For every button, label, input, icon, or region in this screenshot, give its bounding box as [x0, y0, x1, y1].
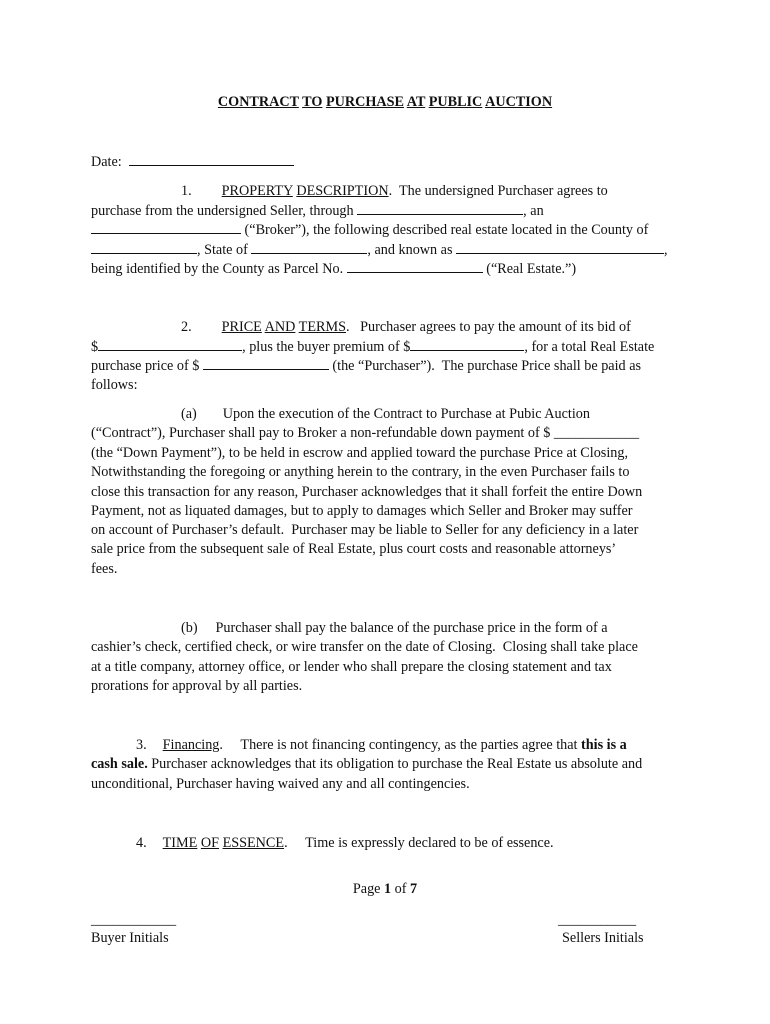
date-blank[interactable]	[129, 152, 294, 166]
parcel-blank[interactable]	[347, 259, 483, 273]
section2-text: purchase price of $	[91, 358, 203, 374]
title-word: AUCTION	[485, 94, 553, 110]
title-word: TO	[302, 94, 323, 110]
section4-heading: OF	[200, 835, 220, 851]
section2a-line: (“Contract”), Purchaser shall pay to Broker a non-refundable down payment of $ ____________	[91, 425, 640, 441]
section1-line2	[91, 201, 544, 221]
bid-amount-blank[interactable]	[98, 337, 242, 351]
premium-blank[interactable]	[410, 337, 524, 351]
section1-line3	[91, 220, 648, 240]
section4-heading: TIME	[162, 835, 198, 851]
current-page: 1	[384, 881, 392, 897]
total-pages: 7	[410, 881, 418, 897]
title-word: PURCHASE	[325, 94, 404, 110]
section1-line1	[181, 182, 608, 201]
page-label: of	[391, 881, 411, 897]
date-label: Date:	[91, 154, 122, 170]
section4-heading: ESSENCE	[222, 835, 285, 851]
section2-heading: AND	[264, 319, 296, 335]
seller-initials-blank[interactable]: ___________	[558, 912, 637, 928]
title-word: AT	[406, 94, 426, 110]
section1-text: (“Real Estate.”)	[482, 261, 577, 277]
section2b-line: at a title company, attorney office, or lender who shall prepare the closing statement and tax	[91, 659, 612, 675]
section1-heading: DESCRIPTION	[296, 183, 389, 199]
section2a-line: (the “Down Payment”), to be held in escrow and applied toward the purchase Price at Closing,	[91, 445, 628, 461]
section1-text: , an	[523, 203, 544, 219]
document-title	[0, 93, 770, 112]
section3-line3: unconditional, Purchaser having waived any and all contingencies.	[91, 776, 470, 792]
section2-line3	[91, 356, 641, 376]
section2b-line: prorations for approval by all parties.	[91, 678, 303, 694]
section2a-line: fees.	[91, 561, 118, 577]
section2a-line: Notwithstanding the foregoing or anything herein to the contrary, in the even Purchaser fails to	[91, 464, 630, 480]
broker-blank[interactable]	[357, 201, 523, 215]
section2-text: (the “Purchaser”). The purchase Price shall be paid as	[328, 358, 642, 374]
section2-text: , for a total Real Estate	[524, 339, 655, 355]
section1-text: (“Broker”), the following described real estate located in the County of	[241, 222, 649, 238]
section2b-line: cashier’s check, certified check, or wire transfer on the date of Closing. Closing shall take place	[91, 639, 638, 655]
county-blank[interactable]	[91, 240, 197, 254]
section2-line1	[181, 318, 631, 337]
section3-text: . There is not financing contingency, as the parties agree that	[219, 737, 582, 753]
page-number	[0, 880, 770, 899]
section1-text: being identified by the County as Parcel No.	[91, 261, 347, 277]
section1-text: , State of	[197, 242, 252, 258]
section2a-line: sale price from the subsequent sale of Real Estate, plus court costs and reasonable attorneys’	[91, 541, 617, 557]
section3-heading: Financing	[162, 737, 220, 753]
total-price-blank[interactable]	[203, 356, 329, 370]
section1-text: ,	[664, 242, 668, 258]
section1-number: 1.	[181, 183, 192, 199]
section1-text: purchase from the undersigned Seller, through	[91, 203, 358, 219]
subsection-b-label: (b)	[181, 620, 198, 636]
section2-line4: follows:	[91, 377, 138, 393]
subsection-a-label: (a)	[181, 406, 197, 422]
section3-number: 3.	[136, 737, 147, 753]
section2-line2	[91, 337, 654, 357]
section3-line1	[136, 736, 627, 755]
buyer-initials-label: Buyer Initials	[91, 930, 169, 946]
section2-text: , plus the buyer premium of $	[242, 339, 411, 355]
section1-heading: PROPERTY	[221, 183, 293, 199]
broker-name-blank[interactable]	[91, 220, 241, 234]
state-blank[interactable]	[251, 240, 367, 254]
section3-bold-text: this is a	[581, 737, 627, 753]
section3-text: Purchaser acknowledges that its obligation to purchase the Real Estate us absolute and	[147, 756, 643, 772]
section3-line2	[91, 755, 642, 774]
section1-line5	[91, 259, 576, 279]
buyer-initials-blank[interactable]: ____________	[91, 912, 177, 928]
section2-number: 2.	[181, 319, 192, 335]
title-word: PUBLIC	[428, 94, 483, 110]
section1-line4	[91, 240, 668, 260]
page-label: Page	[352, 881, 385, 897]
subsection-b-text: Purchaser shall pay the balance of the purchase price in the form of a	[215, 620, 608, 636]
section2-heading: TERMS	[298, 319, 346, 335]
section2a-line: on account of Purchaser’s default. Purchaser may be liable to Seller for any deficiency in a later	[91, 522, 639, 538]
date-line	[91, 152, 294, 172]
section2-text: $	[91, 339, 99, 355]
section1-text: , and known as	[367, 242, 457, 258]
section4-text: . Time is expressly declared to be of essence.	[284, 835, 554, 851]
section2a-line: close this transaction for any reason, Purchaser acknowledges that it shall forfeit the entire Down	[91, 484, 643, 500]
section2b-line1	[181, 619, 608, 638]
subsection-a-text: Upon the execution of the Contract to Purchase at Pubic Auction	[222, 406, 590, 422]
section2-text: . Purchaser agrees to pay the amount of its bid of	[345, 319, 631, 335]
section4-number: 4.	[136, 835, 147, 851]
section2a-line1	[181, 405, 590, 424]
section2a-line: Payment, not as liquated damages, but to apply to damages which Seller and Broker may suffer	[91, 503, 633, 519]
seller-initials-label: Sellers Initials	[562, 930, 644, 946]
section1-text: . The undersigned Purchaser agrees to	[388, 183, 608, 199]
title-word: CONTRACT	[217, 94, 299, 110]
section4-line	[136, 834, 554, 853]
section3-bold-text: cash sale.	[91, 756, 148, 772]
known-as-blank[interactable]	[456, 240, 664, 254]
section2-heading: PRICE	[221, 319, 262, 335]
